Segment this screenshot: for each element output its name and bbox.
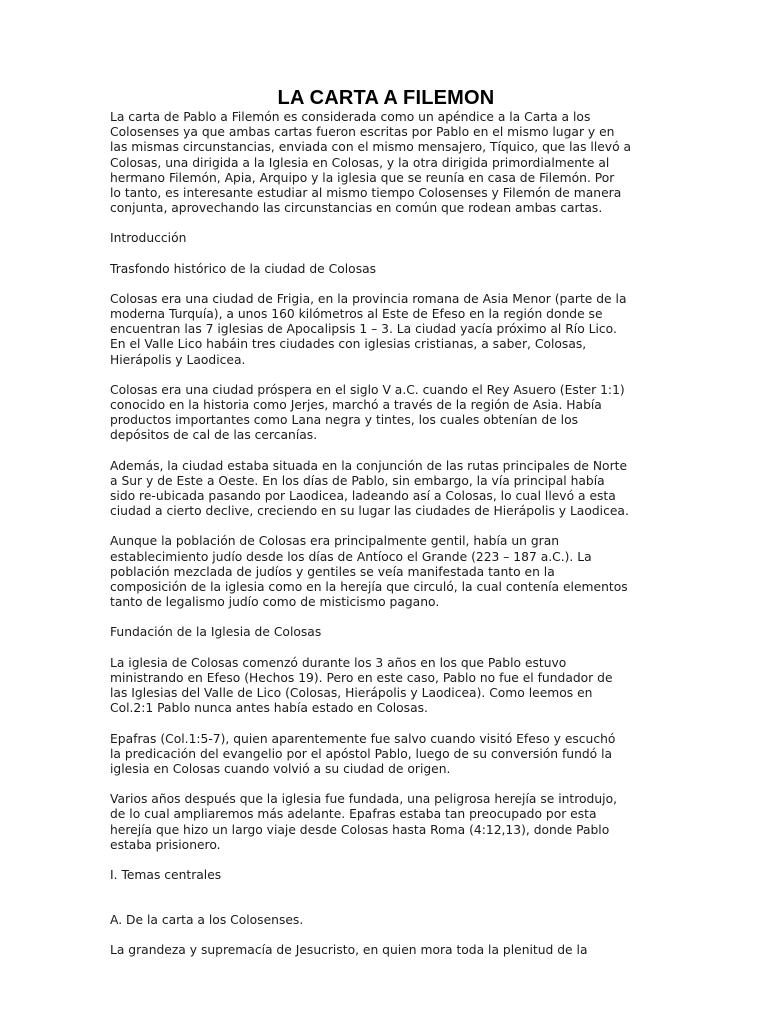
text-line: Además, la ciudad estaba situada en la conjunción de las rutas principales de Norte [110,458,628,473]
text-line: composición de la iglesia como en la herejía que circuló, la cual contenía elementos [110,580,628,595]
text-line: hermano Filemón, Apia, Arquipo y la iglesia que se reunía en casa de Filemón. Por [110,170,615,185]
text-line: sido re-ubicada pasando por Laodicea, ladeando así a Colosas, lo cual llevó a esta [110,489,616,504]
paragraph [110,534,662,610]
paragraph [110,913,662,928]
text-line: moderna Turquía), a unos 160 kilómetros al Este de Efeso en la región donde se [110,307,603,322]
text-line: Col.2:1 Pablo nunca antes había estado en Colosas. [110,701,428,716]
text-line: la predicación del evangelio por el apóstol Pablo, luego de su conversión fundó la [110,746,613,761]
paragraph [110,110,662,216]
document-body [110,110,662,959]
text-line: ciudad a cierto declive, creciendo en su lugar las ciudades de Hierápolis y Laodicea. [110,504,629,519]
paragraph [110,459,662,520]
text-line: Hierápolis y Laodicea. [110,352,246,367]
paragraph [110,625,662,640]
text-line: A. De la carta a los Colosenses. [110,913,304,928]
text-line: a Sur y de Este a Oeste. En los días de Pablo, sin embargo, la vía principal había [110,473,605,488]
text-line: encuentran las 7 iglesias de Apocalipsis 1 – 3. La ciudad yacía próximo al Río Lico. [110,322,617,337]
text-line: Colosas, una dirigida a la Iglesia en Colosas, y la otra dirigida primordialmente al [110,155,610,170]
text-line: Colosas era una ciudad de Frigia, en la provincia romana de Asia Menor (parte de la [110,291,627,306]
document-title: LA CARTA A FILEMON [277,87,495,109]
document-page [110,88,662,974]
text-line: Trasfondo histórico de la ciudad de Colosas [110,261,377,276]
paragraph [110,732,662,778]
text-line: La iglesia de Colosas comenzó durante los 3 años en los que Pablo estuvo [110,655,567,670]
text-line: ministrando en Efeso (Hechos 19). Pero en este caso, Pablo no fue el fundador de [110,670,613,685]
paragraph [110,868,662,883]
paragraph [110,262,662,277]
paragraph [110,383,662,444]
paragraph [110,943,662,958]
text-line: Introducción [110,231,187,246]
text-line: Colosas era una ciudad próspera en el siglo V a.C. cuando el Rey Asuero (Ester 1:1) [110,382,625,397]
text-line: población mezclada de judíos y gentiles se veía manifestada tanto en la [110,564,555,579]
text-line: La carta de Pablo a Filemón es considerada como un apéndice a la Carta a los [110,110,591,124]
text-line: Aunque la población de Colosas era principalmente gentil, había un gran [110,534,560,549]
paragraph [110,792,662,853]
text-line: herejía que hizo un largo viaje desde Colosas hasta Roma (4:12,13), donde Pablo [110,822,610,837]
text-line: depósitos de cal de las cercanías. [110,428,318,443]
text-line: las mismas circunstancias, enviada con el mismo mensajero, Tíquico, que las llevó a [110,140,632,155]
text-line: las Iglesias del Valle de Lico (Colosas, Hierápolis y Laodicea). Como leemos en [110,686,593,701]
text-line: Varios años después que la iglesia fue fundada, una peligrosa herejía se introdujo, [110,792,618,807]
text-line: conocido en la historia como Jerjes, marchó a través de la región de Asia. Había [110,398,602,413]
paragraph [110,656,662,717]
text-line: productos importantes como Lana negra y tintes, los cuales obtenían de los [110,413,579,428]
paragraph [110,292,662,368]
paragraph [110,231,662,246]
text-line: lo tanto, es interesante estudiar al mismo tiempo Colosenses y Filemón de manera [110,186,622,201]
text-line: En el Valle Lico habáin tres ciudades con iglesias cristianas, a saber, Colosas, [110,337,587,352]
text-line: iglesia en Colosas cuando volvió a su ciudad de origen. [110,761,451,776]
text-line: de lo cual ampliaremos más adelante. Epafras estaba tan preocupado por esta [110,807,597,822]
text-line: tanto de legalismo judío como de misticismo pagano. [110,595,440,610]
text-line: Epafras (Col.1:5-7), quien aparentemente fue salvo cuando visitó Efeso y escuchó [110,731,616,746]
text-line: Fundación de la Iglesia de Colosas [110,625,322,640]
text-line: Colosenses ya que ambas cartas fueron escritas por Pablo en el mismo lugar y en [110,125,615,140]
text-line: conjunta, aprovechando las circunstancias en común que rodean ambas cartas. [110,201,603,216]
text-line: establecimiento judío desde los días de Antíoco el Grande (223 – 187 a.C.). La [110,549,592,564]
text-line: estaba prisionero. [110,837,221,852]
text-line: La grandeza y supremacía de Jesucristo, en quien mora toda la plenitud de la [110,943,588,958]
text-line: I. Temas centrales [110,867,222,882]
